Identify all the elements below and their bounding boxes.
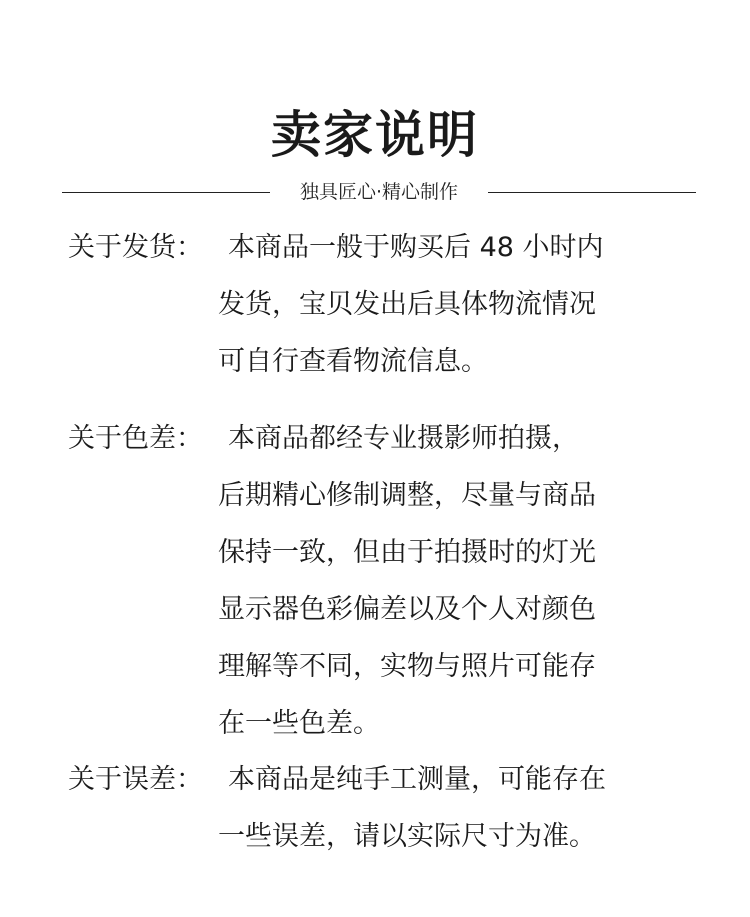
section-content [218, 410, 698, 752]
section-text-line: 可自行查看物流信息。 [218, 346, 488, 377]
page-subtitle: 独具匠心·精心制作 [299, 181, 459, 203]
divider-line-left [62, 192, 270, 193]
section-label: 关于发货： [68, 232, 203, 263]
section-content [218, 751, 698, 865]
subtitle-divider [62, 176, 696, 206]
divider-line-right [488, 192, 696, 193]
page-title: 卖家说明 [271, 106, 479, 164]
section-text-line: 一些误差，请以实际尺寸为准。 [218, 821, 596, 852]
section-label: 关于色差： [68, 423, 203, 454]
section-text-line: 理解等不同，实物与照片可能存 [218, 651, 596, 682]
section-text-line: 后期精心修制调整，尽量与商品 [218, 480, 596, 511]
section-content [218, 219, 698, 390]
section-text-line: 本商品是纯手工测量，可能存在 [228, 764, 606, 795]
section-text-line: 显示器色彩偏差以及个人对颜色 [218, 594, 596, 625]
section-text-line: 在一些色差。 [218, 708, 380, 739]
section-text-line: 发货，宝贝发出后具体物流情况 [218, 289, 596, 320]
section-text-line: 本商品都经专业摄影师拍摄， [228, 423, 579, 454]
section-text-line: 保持一致，但由于拍摄时的灯光 [218, 537, 596, 568]
section-label: 关于误差： [68, 764, 203, 795]
section-text-line: 本商品一般于购买后 48 小时内 [228, 232, 604, 263]
